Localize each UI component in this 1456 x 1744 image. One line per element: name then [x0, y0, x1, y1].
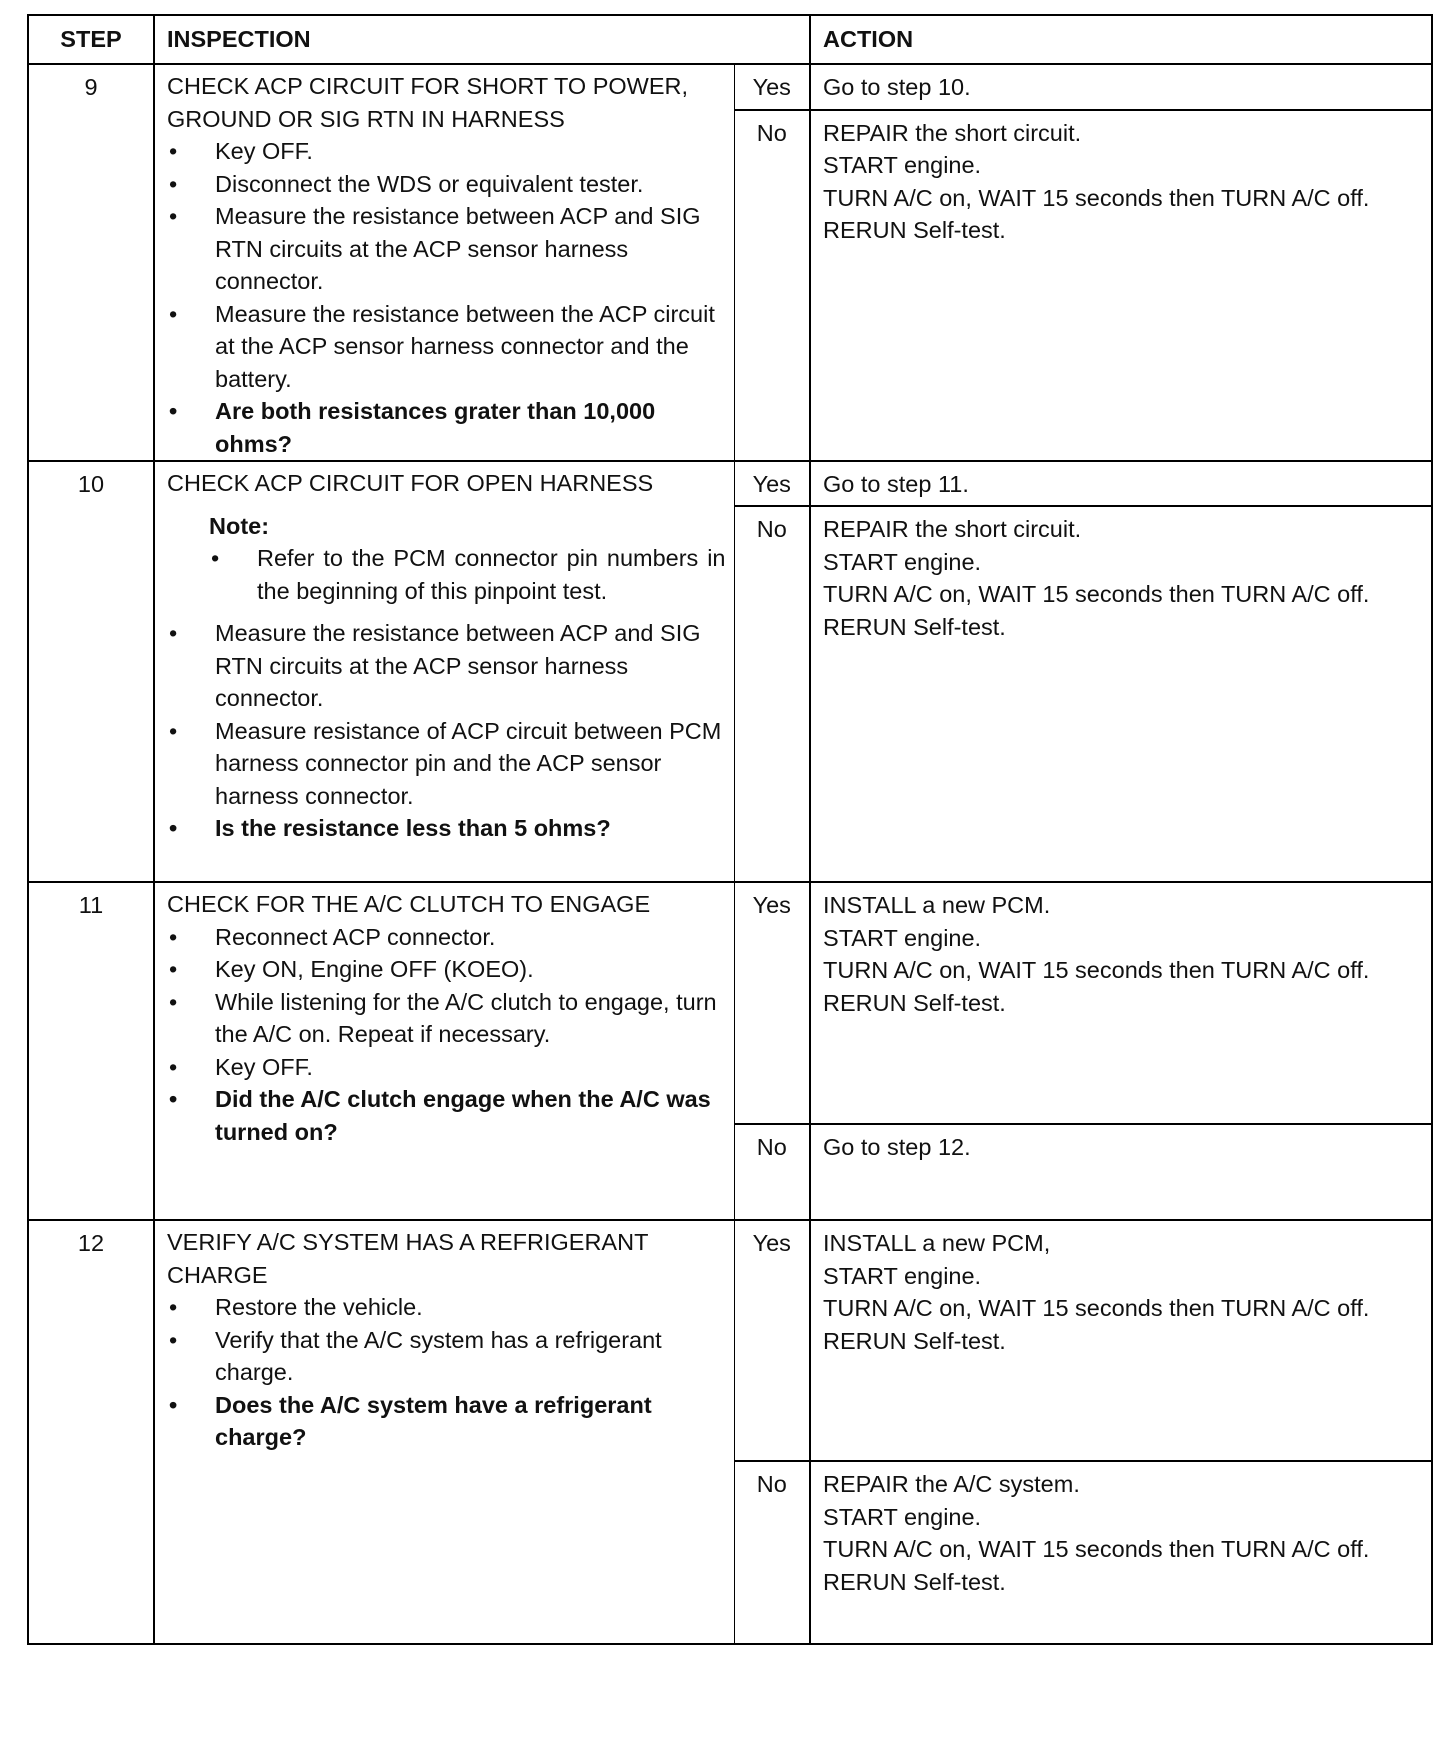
action-line: START engine. [823, 548, 982, 575]
header-action: ACTION [810, 15, 1432, 64]
yes-action [810, 64, 1432, 110]
inspection-question: • Is the resistance less than 5 ohms? [167, 812, 726, 845]
yes-action [810, 461, 1432, 506]
header-step: STEP [28, 15, 154, 64]
action-line: TURN A/C on, WAIT 15 seconds then TURN A/C off. [823, 957, 1370, 983]
action-line: START engine. [823, 152, 982, 179]
list-item: • Disconnect the WDS or equivalent tester. [167, 168, 726, 201]
yes-action [810, 882, 1432, 1124]
list-item: • Measure the resistance between ACP and SIG RTN circuits at the ACP sensor harness connector. [167, 617, 726, 715]
note-list [209, 542, 726, 607]
header-row [28, 15, 1432, 64]
list-item: • Measure the resistance between ACP and SIG RTN circuits at the ACP sensor harness connector. [167, 200, 726, 298]
table-row [28, 882, 1432, 1124]
table-row [28, 1220, 1432, 1461]
action-line: Go to step 11. [823, 471, 969, 497]
inspection-list [167, 921, 726, 1149]
yes-label: Yes [734, 461, 810, 506]
action-line: INSTALL a new PCM, [823, 1230, 1051, 1256]
diagnostic-table [27, 14, 1433, 1645]
action-line: RERUN Self-test. [823, 1327, 1006, 1354]
action-line: TURN A/C on, WAIT 15 seconds then TURN A/C off. [823, 581, 1370, 607]
step-number: 12 [28, 1220, 154, 1644]
yes-label: Yes [734, 882, 810, 1124]
inspection-title: VERIFY A/C SYSTEM HAS A REFRIGERANT CHARGE [167, 1229, 649, 1288]
header-inspection: INSPECTION [154, 15, 810, 64]
step-number: 11 [28, 882, 154, 1220]
inspection-title: CHECK ACP CIRCUIT FOR OPEN HARNESS [167, 470, 654, 496]
inspection-cell [154, 64, 734, 461]
action-line: REPAIR the short circuit. [823, 119, 1082, 146]
list-item: • Key ON, Engine OFF (KOEO). [167, 953, 726, 986]
action-line: START engine. [823, 1262, 982, 1289]
action-line: REPAIR the short circuit. [823, 516, 1082, 542]
inspection-question: • Did the A/C clutch engage when the A/C was turned on? [167, 1083, 726, 1148]
list-item: • Reconnect ACP connector. [167, 921, 726, 954]
action-line: Go to step 12. [823, 1134, 971, 1160]
action-line: REPAIR the A/C system. [823, 1471, 1080, 1497]
action-line: Go to step 10. [823, 74, 971, 100]
list-item: • Measure resistance of ACP circuit between PCM harness connector pin and the ACP sensor harness connector. [167, 715, 726, 813]
action-line: INSTALL a new PCM. [823, 892, 1051, 918]
inspection-cell [154, 461, 734, 882]
list-item: • Key OFF. [167, 135, 726, 168]
inspection-cell [154, 882, 734, 1220]
list-item: • Restore the vehicle. [167, 1291, 726, 1324]
inspection-cell [154, 1220, 734, 1644]
no-label: No [734, 1124, 810, 1220]
note-label: Note: [209, 512, 270, 539]
action-line: RERUN Self-test. [823, 613, 1006, 640]
inspection-list [167, 617, 726, 845]
action-line: START engine. [823, 924, 982, 951]
no-label: No [734, 506, 810, 882]
action-line: RERUN Self-test. [823, 217, 1006, 244]
list-item: • Measure the resistance between the ACP circuit at the ACP sensor harness connector and the battery. [167, 298, 726, 396]
no-action [810, 506, 1432, 882]
list-item: • Key OFF. [167, 1051, 726, 1084]
no-action [810, 1461, 1432, 1644]
note-item: • Refer to the PCM connector pin numbers in the beginning of this pinpoint test. [209, 542, 726, 607]
step-number: 9 [28, 64, 154, 461]
inspection-title: CHECK FOR THE A/C CLUTCH TO ENGAGE [167, 891, 651, 917]
yes-label: Yes [734, 64, 810, 110]
action-line: START engine. [823, 1503, 982, 1530]
inspection-question: • Does the A/C system have a refrigerant charge? [167, 1389, 726, 1454]
no-label: No [734, 1461, 810, 1644]
inspection-question: • Are both resistances grater than 10,000 ohms? [167, 395, 726, 460]
action-line: TURN A/C on, WAIT 15 seconds then TURN A/C off. [823, 1295, 1370, 1321]
inspection-title: CHECK ACP CIRCUIT FOR SHORT TO POWER, GROUND OR SIG RTN IN HARNESS [167, 73, 689, 132]
action-line: RERUN Self-test. [823, 989, 1006, 1016]
action-line: RERUN Self-test. [823, 1568, 1006, 1595]
inspection-list [167, 135, 726, 460]
table-row [28, 461, 1432, 506]
list-item: • Verify that the A/C system has a refrigerant charge. [167, 1324, 726, 1389]
no-action [810, 1124, 1432, 1220]
yes-label: Yes [734, 1220, 810, 1461]
action-line: TURN A/C on, WAIT 15 seconds then TURN A/C off. [823, 184, 1370, 211]
inspection-list [167, 1291, 726, 1454]
no-label: No [734, 110, 810, 461]
list-item: • While listening for the A/C clutch to engage, turn the A/C on. Repeat if necessary. [167, 986, 726, 1051]
note-block [209, 510, 726, 608]
action-line: TURN A/C on, WAIT 15 seconds then TURN A/C off. [823, 1536, 1370, 1562]
step-number: 10 [28, 461, 154, 882]
yes-action [810, 1220, 1432, 1461]
no-action [810, 110, 1432, 461]
table-row [28, 64, 1432, 110]
